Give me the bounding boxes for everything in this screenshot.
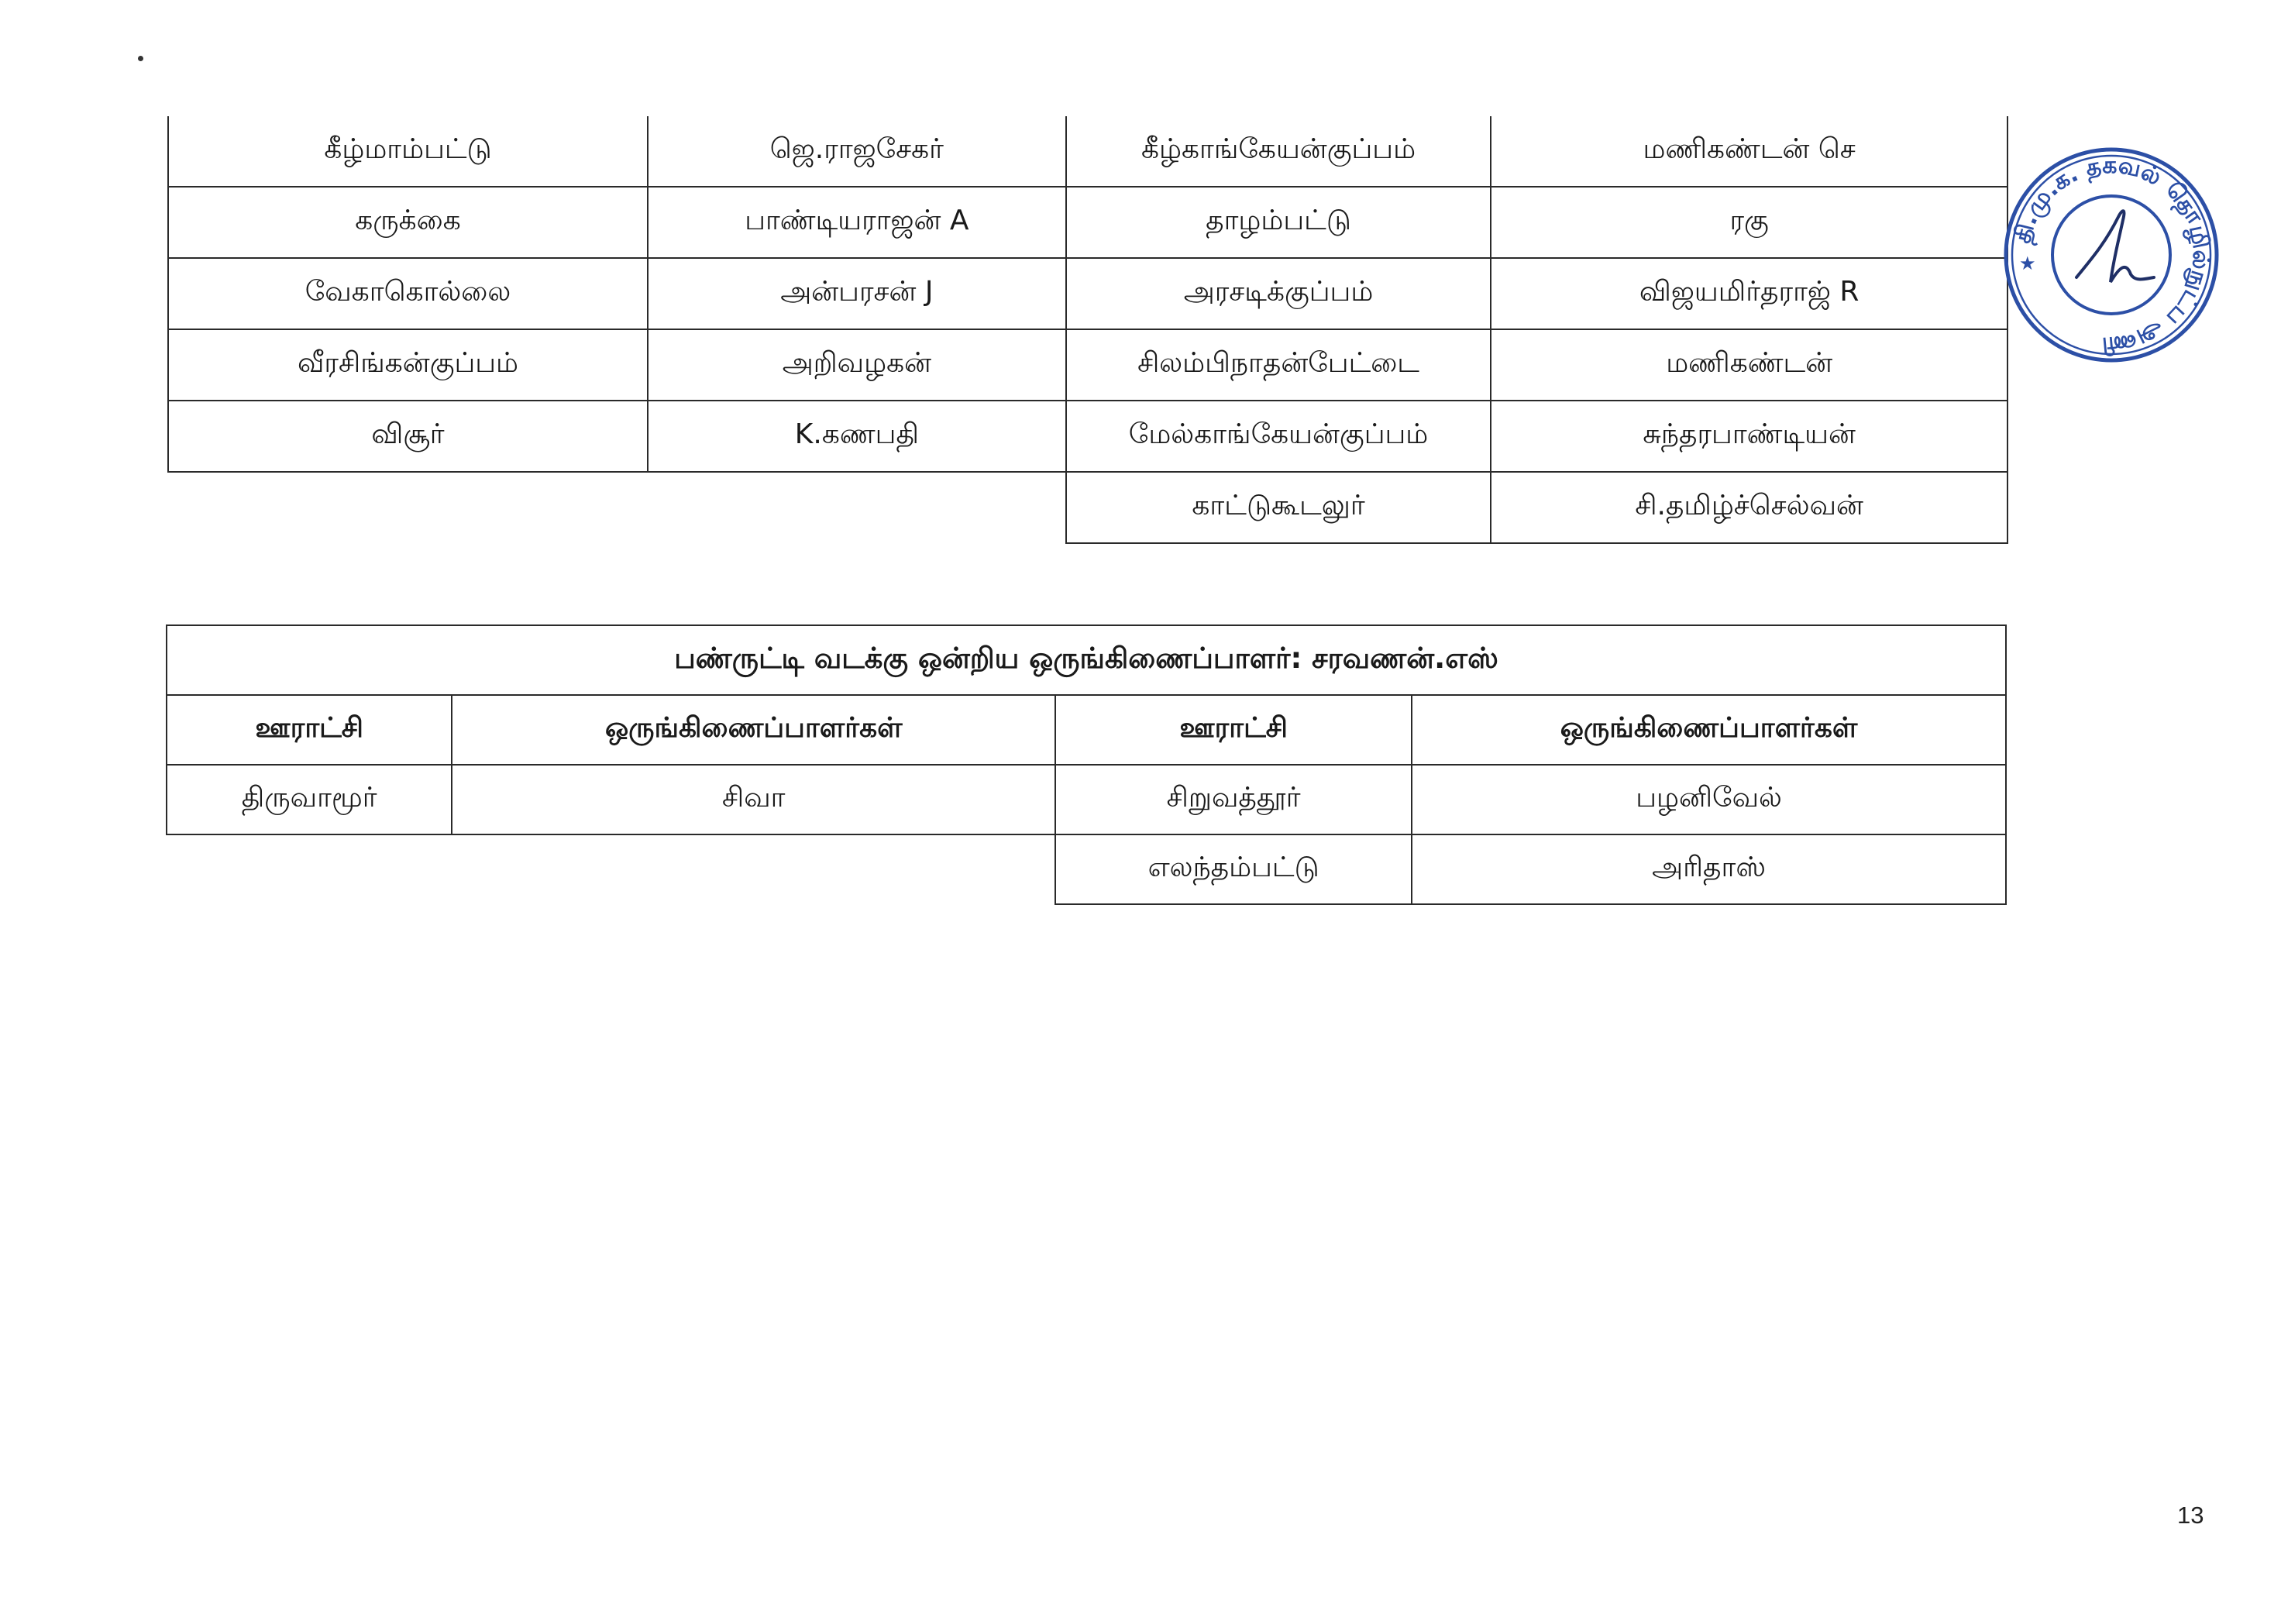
panruti-north-table	[166, 624, 2007, 905]
empty-cell	[648, 472, 1066, 543]
village-cell: அரசடிக்குப்பம்	[1066, 258, 1491, 329]
village-cell: தாழம்பட்டு	[1066, 187, 1491, 258]
table-row	[168, 401, 2007, 472]
speck	[138, 56, 143, 61]
coordinator-cell: மணிகண்டன் செ	[1491, 116, 2007, 187]
coordinator-cell: அறிவழகன்	[648, 329, 1066, 401]
table-row	[167, 834, 2006, 904]
coordinator-cell: ரகு	[1491, 187, 2007, 258]
table-row	[168, 472, 2007, 543]
village-cell: கீழ்காங்கேயன்குப்பம்	[1066, 116, 1491, 187]
coordinators-table-continued	[167, 116, 2008, 544]
coordinator-cell: அரிதாஸ்	[1412, 834, 2006, 904]
coordinator-cell: சிவா	[452, 765, 1055, 834]
party-seal-stamp	[2002, 146, 2221, 364]
coordinator-cell: சி.தமிழ்ச்செல்வன்	[1491, 472, 2007, 543]
table-row	[167, 765, 2006, 834]
header-coordinators: ஒருங்கிணைப்பாளர்கள்	[452, 695, 1055, 765]
village-cell: காட்டுகூடலுர்	[1066, 472, 1491, 543]
village-cell: மேல்காங்கேயன்குப்பம்	[1066, 401, 1491, 472]
header-coordinators: ஒருங்கிணைப்பாளர்கள்	[1412, 695, 2006, 765]
village-cell: விசூர்	[168, 401, 648, 472]
table-title-row	[167, 625, 2006, 695]
village-cell: கருக்கை	[168, 187, 648, 258]
empty-cell	[452, 834, 1055, 904]
header-village: ஊராட்சி	[1055, 695, 1412, 765]
village-cell: வேகாகொல்லை	[168, 258, 648, 329]
coordinator-cell: மணிகண்டன்	[1491, 329, 2007, 401]
table-header-row	[167, 695, 2006, 765]
coordinator-cell: விஜயமிர்தராஜ் R	[1491, 258, 2007, 329]
village-cell: சிலம்பிநாதன்பேட்டை	[1066, 329, 1491, 401]
table-row	[168, 116, 2007, 187]
village-cell: கீழ்மாம்பட்டு	[168, 116, 648, 187]
page-number: 13	[2177, 1502, 2204, 1529]
table-row	[168, 187, 2007, 258]
coordinator-cell: பாண்டியராஜன் A	[648, 187, 1066, 258]
coordinator-cell: ஜெ.ராஜசேகர்	[648, 116, 1066, 187]
svg-text:★: ★	[2019, 253, 2036, 274]
union-coordinator-title: பண்ருட்டி வடக்கு ஒன்றிய ஒருங்கிணைப்பாளர்: சரவணன்.எஸ்	[167, 625, 2006, 695]
village-cell: வீரசிங்கன்குப்பம்	[168, 329, 648, 401]
coordinator-cell: சுந்தரபாண்டியன்	[1491, 401, 2007, 472]
seal-text: தி.மு.க. தகவல் தொழில்நுட்ப அணி	[2008, 151, 2215, 360]
table-row	[168, 258, 2007, 329]
coordinator-cell: K.கணபதி	[648, 401, 1066, 472]
header-village: ஊராட்சி	[167, 695, 452, 765]
village-cell: எலந்தம்பட்டு	[1055, 834, 1412, 904]
svg-text:தி.மு.க. தகவல் தொழில்நுட்ப அணி	[2009, 152, 2215, 360]
village-cell: திருவாமூர்	[167, 765, 452, 834]
empty-cell	[167, 834, 452, 904]
table-row	[168, 329, 2007, 401]
empty-cell	[168, 472, 648, 543]
coordinator-cell: அன்பரசன் J	[648, 258, 1066, 329]
village-cell: சிறுவத்தூர்	[1055, 765, 1412, 834]
coordinator-cell: பழனிவேல்	[1412, 765, 2006, 834]
